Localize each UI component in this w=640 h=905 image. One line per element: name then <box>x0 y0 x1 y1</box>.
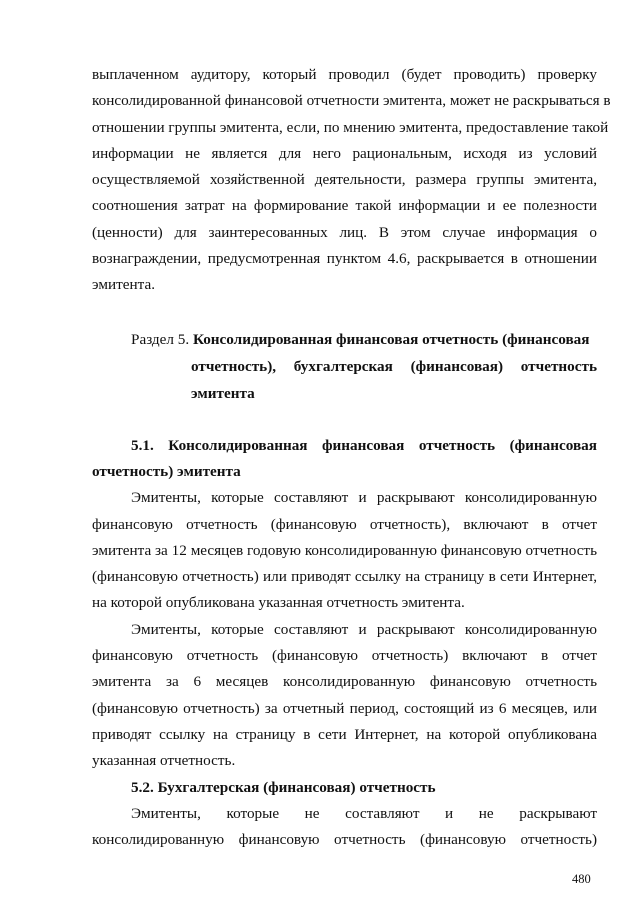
text-line: выплаченном аудитору, который проводил (будет проводить) проверку <box>92 66 597 83</box>
text-line: эмитента за 12 месяцев годовую консолидированную финансовую отчетность <box>92 541 597 559</box>
text-line: финансовую отчетность (финансовую отчетность), включают в отчет <box>92 515 597 533</box>
section-5-heading <box>92 326 597 407</box>
document-page <box>92 62 611 853</box>
text-line: на которой опубликована указанная отчетность эмитента. <box>92 594 465 612</box>
intro-paragraph <box>92 62 611 299</box>
section-heading-line <box>92 326 597 353</box>
section-number: Раздел 5. <box>131 330 190 348</box>
section-title-part: Консолидированная финансовая отчетность (финансовая <box>192 330 590 348</box>
text-line: эмитента за 6 месяцев консолидированную финансовую отчетность <box>92 673 597 691</box>
text-line: соотношения затрат на формирование такой информации и ее полезности <box>92 197 597 215</box>
page-number: 480 <box>572 872 591 886</box>
paragraph <box>92 617 597 775</box>
text-line: приводят ссылку на страницу в сети Интернет, на которой опубликована <box>92 725 597 743</box>
text-line: (ценности) для заинтересованных лиц. В этом случае информация о <box>92 223 597 241</box>
section-heading-line: эмитента <box>191 384 255 402</box>
text-line: Эмитенты, которые не составляют и не раскрывают <box>131 804 597 822</box>
text-line: консолидированную финансовую отчетность (финансовую отчетность) <box>92 831 597 849</box>
text-line: эмитента. <box>92 276 155 294</box>
subsection-5-2 <box>92 775 597 854</box>
subsection-heading-line: отчетность) эмитента <box>92 462 241 480</box>
text-line: финансовую отчетность (финансовую отчетность) включают в отчет <box>92 647 597 665</box>
text-line: вознаграждении, предусмотренная пунктом 4.6, раскрывается в отношении <box>92 250 597 268</box>
subsection-heading-line: 5.1. Консолидированная финансовая отчетность (финансовая <box>131 436 597 454</box>
text-line: (финансовую отчетность) или приводят ссылку на страницу в сети Интернет, <box>92 568 597 586</box>
subsection-5-1 <box>92 433 597 775</box>
paragraph <box>92 801 597 854</box>
text-line: Эмитенты, которые составляют и раскрывают консолидированную <box>131 620 597 638</box>
paragraph <box>92 485 597 616</box>
text-line: консолидированной финансовой отчетности эмитента, может не раскрываться в <box>92 92 611 110</box>
text-line: осуществляемой хозяйственной деятельности, размера группы эмитента, <box>92 171 597 189</box>
text-line: отношении группы эмитента, если, по мнению эмитента, предоставление такой <box>92 118 609 136</box>
text-line: информации не является для него рациональным, исходя из условий <box>92 144 597 162</box>
section-heading-line: отчетность), бухгалтерская (финансовая) отчетность <box>191 357 597 375</box>
text-line: (финансовую отчетность) за отчетный период, состоящий из 6 месяцев, или <box>92 699 597 717</box>
subsection-heading: 5.2. Бухгалтерская (финансовая) отчетность <box>131 778 436 796</box>
text-line: Эмитенты, которые составляют и раскрывают консолидированную <box>131 489 597 507</box>
text-line: указанная отчетность. <box>92 752 236 770</box>
